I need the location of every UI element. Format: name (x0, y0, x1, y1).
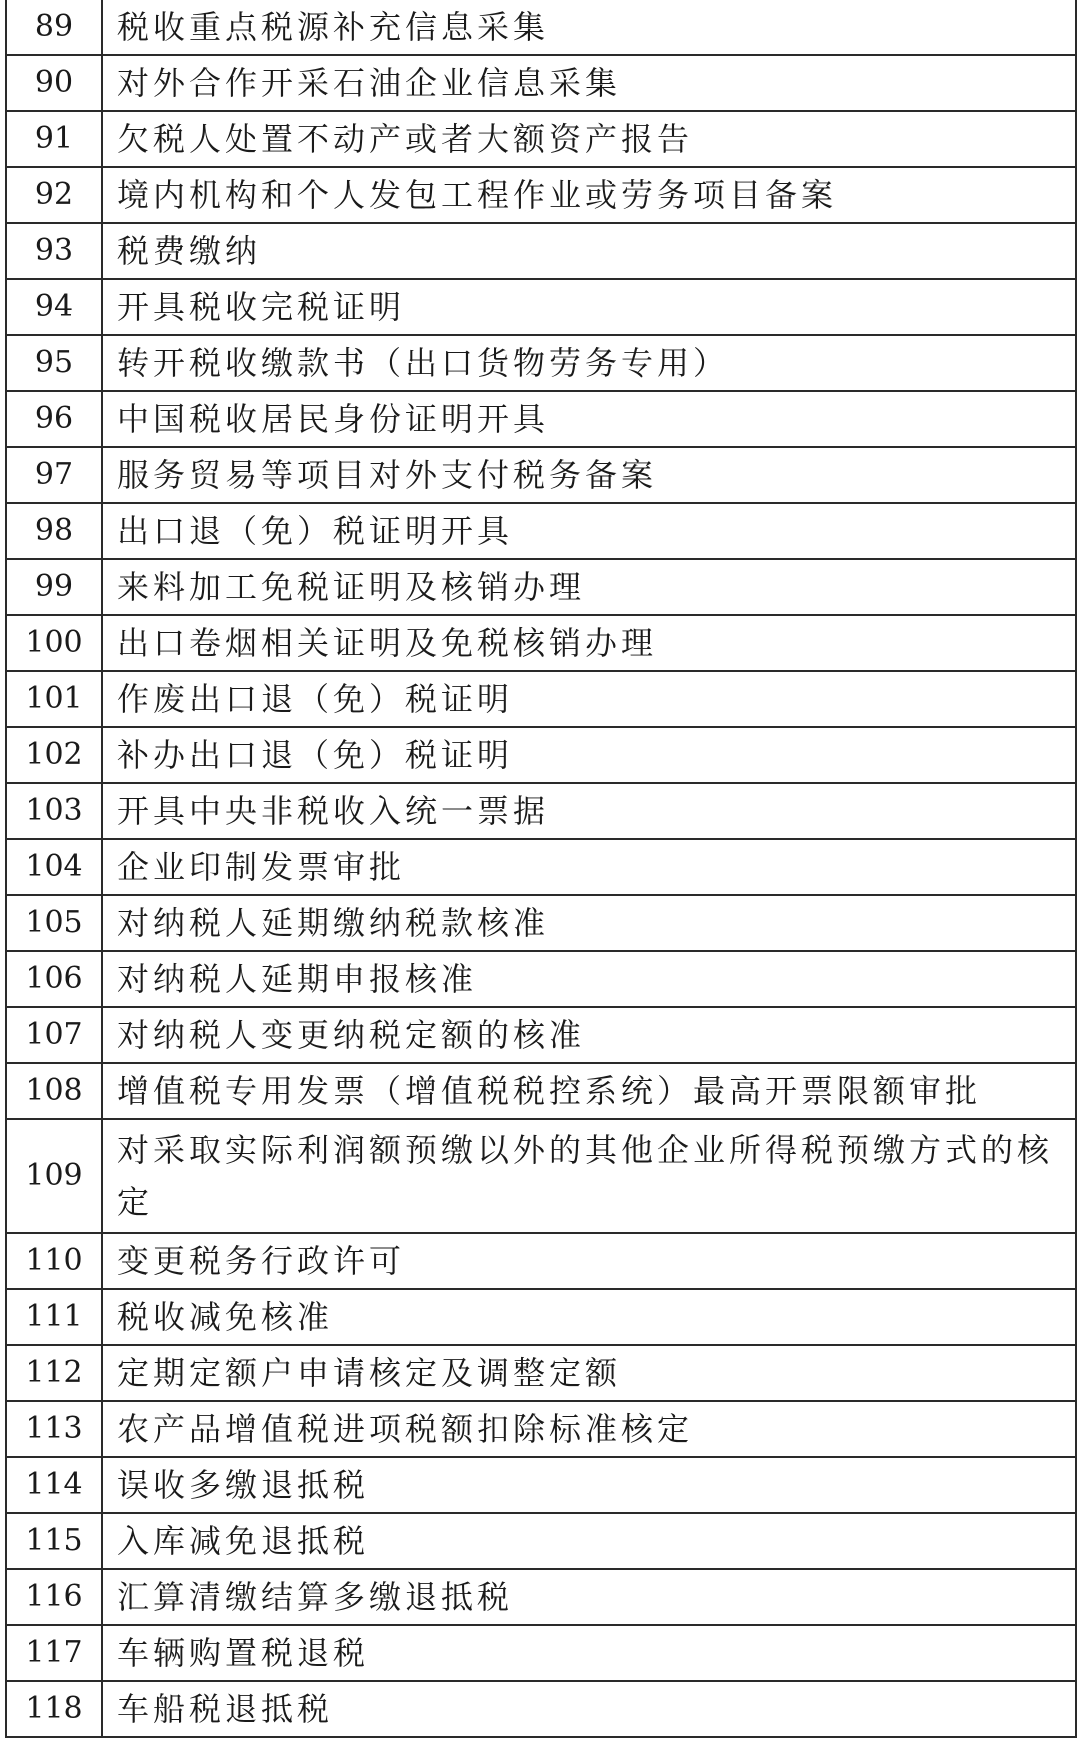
row-item: 对纳税人延期申报核准 (102, 951, 1076, 1007)
row-number: 95 (6, 335, 102, 391)
table-row (6, 391, 1076, 447)
row-number: 96 (6, 391, 102, 447)
row-number: 112 (6, 1345, 102, 1401)
table-row (6, 335, 1076, 391)
row-number: 104 (6, 839, 102, 895)
table-row (6, 1063, 1076, 1119)
table-row (6, 503, 1076, 559)
row-item: 转开税收缴款书（出口货物劳务专用） (102, 335, 1076, 391)
row-number: 109 (6, 1119, 102, 1233)
row-item: 税费缴纳 (102, 223, 1076, 279)
row-item: 中国税收居民身份证明开具 (102, 391, 1076, 447)
row-item: 汇算清缴结算多缴退抵税 (102, 1569, 1076, 1625)
row-item: 对外合作开采石油企业信息采集 (102, 55, 1076, 111)
row-item: 企业印制发票审批 (102, 839, 1076, 895)
table-row (6, 1569, 1076, 1625)
row-number: 107 (6, 1007, 102, 1063)
row-item: 对纳税人延期缴纳税款核准 (102, 895, 1076, 951)
table-row (6, 1233, 1076, 1289)
table-row (6, 559, 1076, 615)
row-number: 116 (6, 1569, 102, 1625)
row-item: 出口卷烟相关证明及免税核销办理 (102, 615, 1076, 671)
row-number: 93 (6, 223, 102, 279)
row-item: 开具税收完税证明 (102, 279, 1076, 335)
row-number: 115 (6, 1513, 102, 1569)
row-number: 92 (6, 167, 102, 223)
table-row (6, 783, 1076, 839)
row-number: 102 (6, 727, 102, 783)
row-item: 出口退（免）税证明开具 (102, 503, 1076, 559)
table-row (6, 1345, 1076, 1401)
table-row (6, 0, 1076, 55)
table-row (6, 1625, 1076, 1681)
row-number: 110 (6, 1233, 102, 1289)
row-number: 100 (6, 615, 102, 671)
row-number: 89 (6, 0, 102, 55)
row-item: 对采取实际利润额预缴以外的其他企业所得税预缴方式的核定 (102, 1119, 1076, 1233)
table-row (6, 951, 1076, 1007)
row-number: 91 (6, 111, 102, 167)
table-row (6, 1457, 1076, 1513)
row-item: 开具中央非税收入统一票据 (102, 783, 1076, 839)
row-item: 增值税专用发票（增值税税控系统）最高开票限额审批 (102, 1063, 1076, 1119)
table-row (6, 1513, 1076, 1569)
row-number: 113 (6, 1401, 102, 1457)
table-row (6, 447, 1076, 503)
row-number: 97 (6, 447, 102, 503)
table-row (6, 1289, 1076, 1345)
row-item: 作废出口退（免）税证明 (102, 671, 1076, 727)
row-number: 103 (6, 783, 102, 839)
row-item: 车船税退抵税 (102, 1681, 1076, 1737)
row-item: 服务贸易等项目对外支付税务备案 (102, 447, 1076, 503)
table-row (6, 167, 1076, 223)
row-item: 对纳税人变更纳税定额的核准 (102, 1007, 1076, 1063)
row-number: 94 (6, 279, 102, 335)
table-row (6, 839, 1076, 895)
row-item: 税收减免核准 (102, 1289, 1076, 1345)
row-number: 101 (6, 671, 102, 727)
row-item: 入库减免退抵税 (102, 1513, 1076, 1569)
row-number: 105 (6, 895, 102, 951)
row-number: 117 (6, 1625, 102, 1681)
table-row (6, 1681, 1076, 1737)
row-number: 106 (6, 951, 102, 1007)
row-number: 111 (6, 1289, 102, 1345)
table-row (6, 1007, 1076, 1063)
table-row (6, 223, 1076, 279)
table-row (6, 279, 1076, 335)
row-item: 税收重点税源补充信息采集 (102, 0, 1076, 55)
row-item: 境内机构和个人发包工程作业或劳务项目备案 (102, 167, 1076, 223)
row-number: 99 (6, 559, 102, 615)
row-number: 118 (6, 1681, 102, 1737)
row-number: 108 (6, 1063, 102, 1119)
table-row (6, 727, 1076, 783)
tax-items-table (5, 0, 1077, 1738)
table-row (6, 1401, 1076, 1457)
table-row (6, 111, 1076, 167)
row-item: 定期定额户申请核定及调整定额 (102, 1345, 1076, 1401)
row-number: 114 (6, 1457, 102, 1513)
table-row (6, 55, 1076, 111)
row-number: 98 (6, 503, 102, 559)
row-item: 误收多缴退抵税 (102, 1457, 1076, 1513)
table-row (6, 615, 1076, 671)
table-row (6, 1119, 1076, 1233)
row-number: 90 (6, 55, 102, 111)
row-item: 车辆购置税退税 (102, 1625, 1076, 1681)
row-item: 变更税务行政许可 (102, 1233, 1076, 1289)
row-item: 来料加工免税证明及核销办理 (102, 559, 1076, 615)
table-row (6, 895, 1076, 951)
row-item: 农产品增值税进项税额扣除标准核定 (102, 1401, 1076, 1457)
table-row (6, 671, 1076, 727)
row-item: 补办出口退（免）税证明 (102, 727, 1076, 783)
row-item: 欠税人处置不动产或者大额资产报告 (102, 111, 1076, 167)
